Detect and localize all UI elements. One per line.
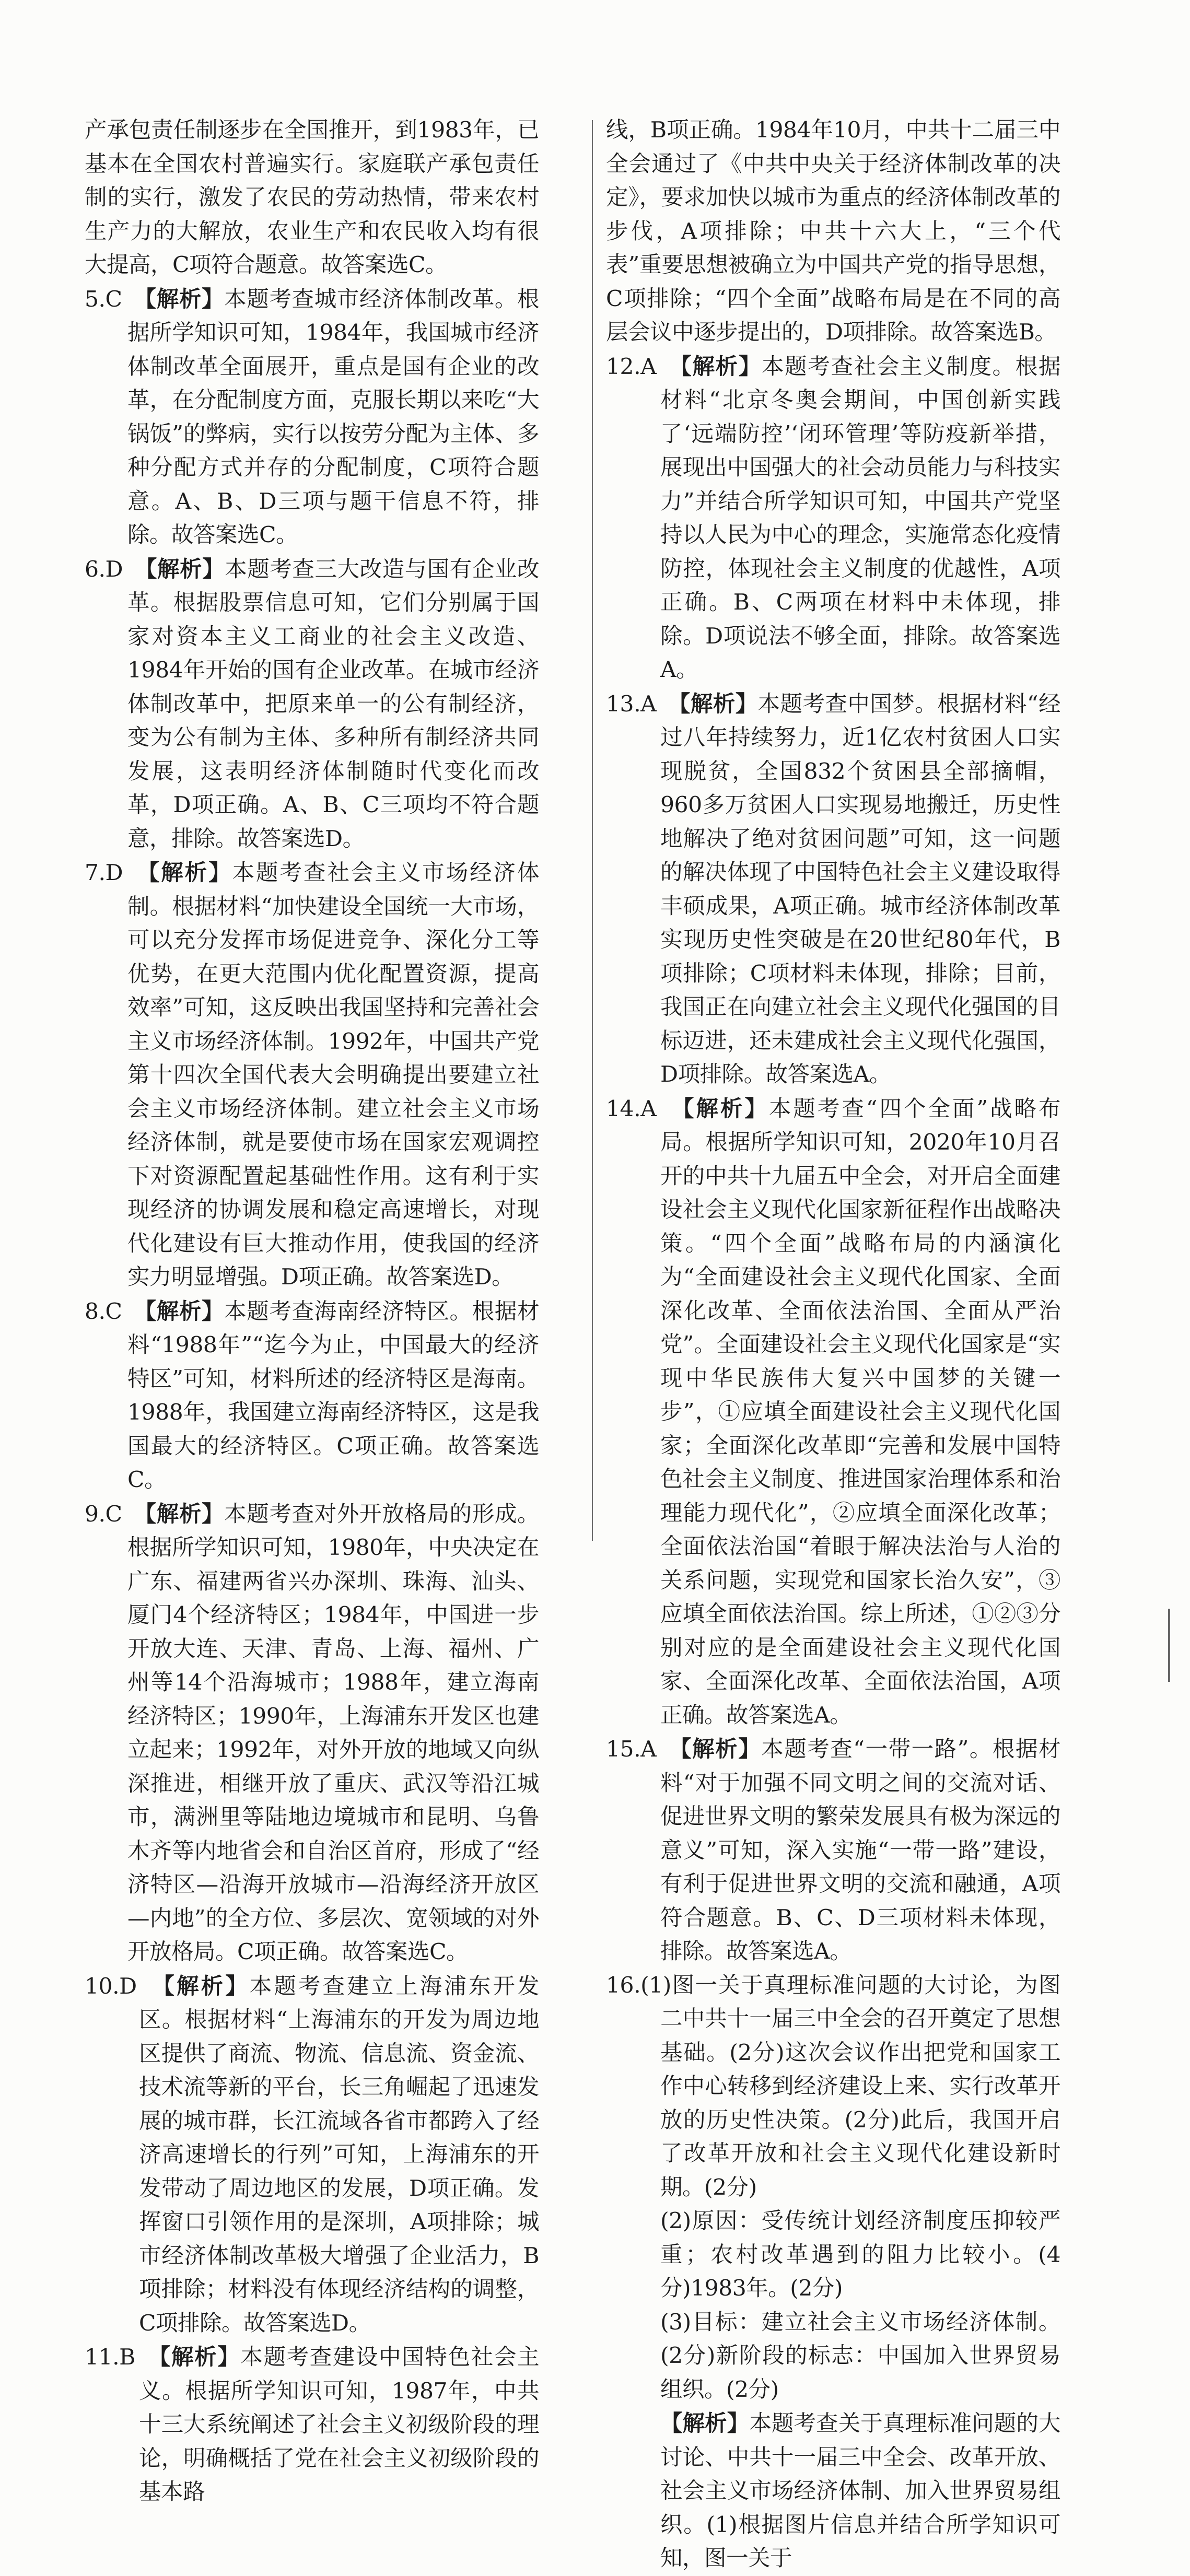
answer-subitem: (2)原因：受传统计划经济制度压抑较严重；农村改革遇到的阻力比较小。(4分)1983年。(2分)	[660, 2208, 1060, 2301]
paragraph: 线，B项正确。1984年10月，中共十二届三中全会通过了《中共中央关于经济体制改革的决定》，要求加快以城市为重点的经济体制改革的步伐，A项排除；中共十六大上，“三个代表”重要思想被确立为中国共产党的指导思想，C项排除；“四个全面”战略布局是在不同的高层会议中逐步提出的，D项排除。故答案选B。	[606, 118, 1060, 345]
answer-item: 11.B 【解析】本题考查建设中国特色社会主义。根据所学知识可知，1987年，中共十三大系统阐述了社会主义初级阶段的理论，明确概括了党在社会主义初级阶段的基本路	[85, 2344, 539, 2505]
answer-item: 10.D 【解析】本题考查建立上海浦东开发区。根据材料“上海浦东的开发为周边地区提供了商流、物流、信息流、资金流、技术流等新的平台，长三角崛起了迅速发展的城市群，长江流域各省市都跨入了经济高速增长的行列”可知，上海浦东的开发带动了周边地区的发展，D项正确。发挥窗口引领作用的是深圳，A项排除；城市经济体制改革极大增强了企业活力，B项排除；材料没有体现经济结构的调整，C项排除。故答案选D。	[85, 1973, 539, 2336]
answer-item: 7.D 【解析】本题考查社会主义市场经济体制。根据材料“加快建设全国统一大市场，可以充分发挥市场促进竞争、深化分工等优势，在更大范围内优化配置资源，提高效率”可知，这反映出我国坚持和完善社会主义市场经济体制。1992年，中国共产党第十四次全国代表大会明确提出要建立社会主义市场经济体制。建立社会主义市场经济体制，就是要使市场在国家宏观调控下对资源配置起基础性作用。这有利于实现经济的协调发展和稳定高速增长，对现代化建设有巨大推动作用，使我国的经济实力明显增强。D项正确。故答案选D。	[85, 860, 539, 1290]
answer-item: 8.C 【解析】本题考查海南经济特区。根据材料“1988年”“迄今为止，中国最大的经济特区”可知，材料所述的经济特区是海南。1988年，我国建立海南经济特区，这是我国最大的经济特区。C项正确。故答案选C。	[85, 1298, 539, 1493]
answer-item: 12.A 【解析】本题考查社会主义制度。根据材料“北京冬奥会期间，中国创新实践了‘远端防控’‘闭环管理’等防疫新举措，展现出中国强大的社会动员能力与科技实力”并结合所学知识可知，中国共产党坚持以人民为中心的理念，实施常态化疫情防控，体现社会主义制度的优越性，A项正确。B、C两项在材料中未体现，排除。D项说法不够全面，排除。故答案选A。	[606, 353, 1060, 683]
answer-item: 6.D 【解析】本题考查三大改造与国有企业改革。根据股票信息可知，它们分别属于国家对资本主义工商业的社会主义改造、1984年开始的国有企业改革。在城市经济体制改革中，把原来单一的公有制经济，变为公有制为主体、多种所有制经济共同发展，这表明经济体制随时代变化而改革，D项正确。A、B、C三项均不符合题意，排除。故答案选D。	[85, 556, 539, 852]
analysis-paragraph: 【解析】本题考查关于真理标准问题的大讨论、中共十一届三中全会、改革开放、社会主义市场经济体制、加入世界贸易组织。(1)根据图片信息并结合所学知识可知，图一关于	[660, 2410, 1060, 2571]
answer-item: 5.C 【解析】本题考查城市经济体制改革。根据所学知识可知，1984年，我国城市经济体制改革全面展开，重点是国有企业的改革，在分配制度方面，克服长期以来吃“大锅饭”的弊病，实行以按劳分配为主体、多种分配方式并存的分配制度，C项符合题意。A、B、D三项与题干信息不符，排除。故答案选C。	[85, 286, 539, 548]
left-column	[85, 114, 539, 2510]
answer-item: 16.(1)图一关于真理标准问题的大讨论，为图二中共十一届三中全会的召开奠定了思想基础。(2分)这次会议作出把党和国家工作中心转移到经济建设上来、实行改革开放的历史性决策。(2分)此后，我国开启了改革开放和社会主义现代化建设新时期。(2分)	[606, 1972, 1060, 2200]
page-edge-mark	[1168, 1609, 1170, 1682]
column-divider	[592, 120, 593, 1541]
right-column	[606, 114, 1060, 2576]
paragraph: 产承包责任制逐步在全国推开，到1983年，已基本在全国农村普遍实行。家庭联产承包责任制的实行，激发了农民的劳动热情，带来农村生产力的大解放，农业生产和农民收入均有很大提高，C项符合题意。故答案选C。	[85, 118, 539, 278]
answer-item: 14.A 【解析】本题考查“四个全面”战略布局。根据所学知识可知，2020年10月召开的中共十九届五中全会，对开启全面建设社会主义现代化国家新征程作出战略决策。“四个全面”战略布局的内涵演化为“全面建设社会主义现代化国家、全面深化改革、全面依法治国、全面从严治党”。全面建设社会主义现代化国家是“实现中华民族伟大复兴中国梦的关键一步”，①应填全面建设社会主义现代化国家；全面深化改革即“完善和发展中国特色社会主义制度、推进国家治理体系和治理能力现代化”，②应填全面深化改革；全面依法治国“着眼于解决法治与人治的关系问题，实现党和国家长治久安”，③应填全面依法治国。综上所述，①②③分别对应的是全面建设社会主义现代化国家、全面深化改革、全面依法治国，A项正确。故答案选A。	[606, 1095, 1060, 1728]
answer-item: 13.A 【解析】本题考查中国梦。根据材料“经过八年持续努力，近1亿农村贫困人口实现脱贫，全国832个贫困县全部摘帽，960多万贫困人口实现易地搬迁，历史性地解决了绝对贫困问题”可知，这一问题的解决体现了中国特色社会主义建设取得丰硕成果，A项正确。城市经济体制改革实现历史性突破是在20世纪80年代，B项排除；C项材料未体现，排除；目前，我国正在向建立社会主义现代化强国的目标迈进，还未建成社会主义现代化强国，D项排除。故答案选A。	[606, 690, 1060, 1087]
answer-item: 15.A 【解析】本题考查“一带一路”。根据材料“对于加强不同文明之间的交流对话、促进世界文明的繁荣发展具有极为深远的意义”可知，深入实施“一带一路”建设，有利于促进世界文明的交流和融通，A项符合题意。B、C、D三项材料未体现，排除。故答案选A。	[606, 1736, 1060, 1964]
answer-item: 9.C 【解析】本题考查对外开放格局的形成。根据所学知识可知，1980年，中央决定在广东、福建两省兴办深圳、珠海、汕头、厦门4个经济特区；1984年，中国进一步开放大连、天津、青岛、上海、福州、广州等14个沿海城市；1988年，建立海南经济特区；1990年，上海浦东开发区也建立起来；1992年，对外开放的地域又向纵深推进，相继开放了重庆、武汉等沿江城市，满洲里等陆地边境城市和昆明、乌鲁木齐等内地省会和自治区首府，形成了“经济特区—沿海开放城市—沿海经济开放区—内地”的全方位、多层次、宽领域的对外开放格局。C项正确。故答案选C。	[85, 1501, 539, 1965]
answer-subitem: (3)目标：建立社会主义市场经济体制。(2分)新阶段的标志：中国加入世界贸易组织。(2分)	[660, 2309, 1060, 2403]
